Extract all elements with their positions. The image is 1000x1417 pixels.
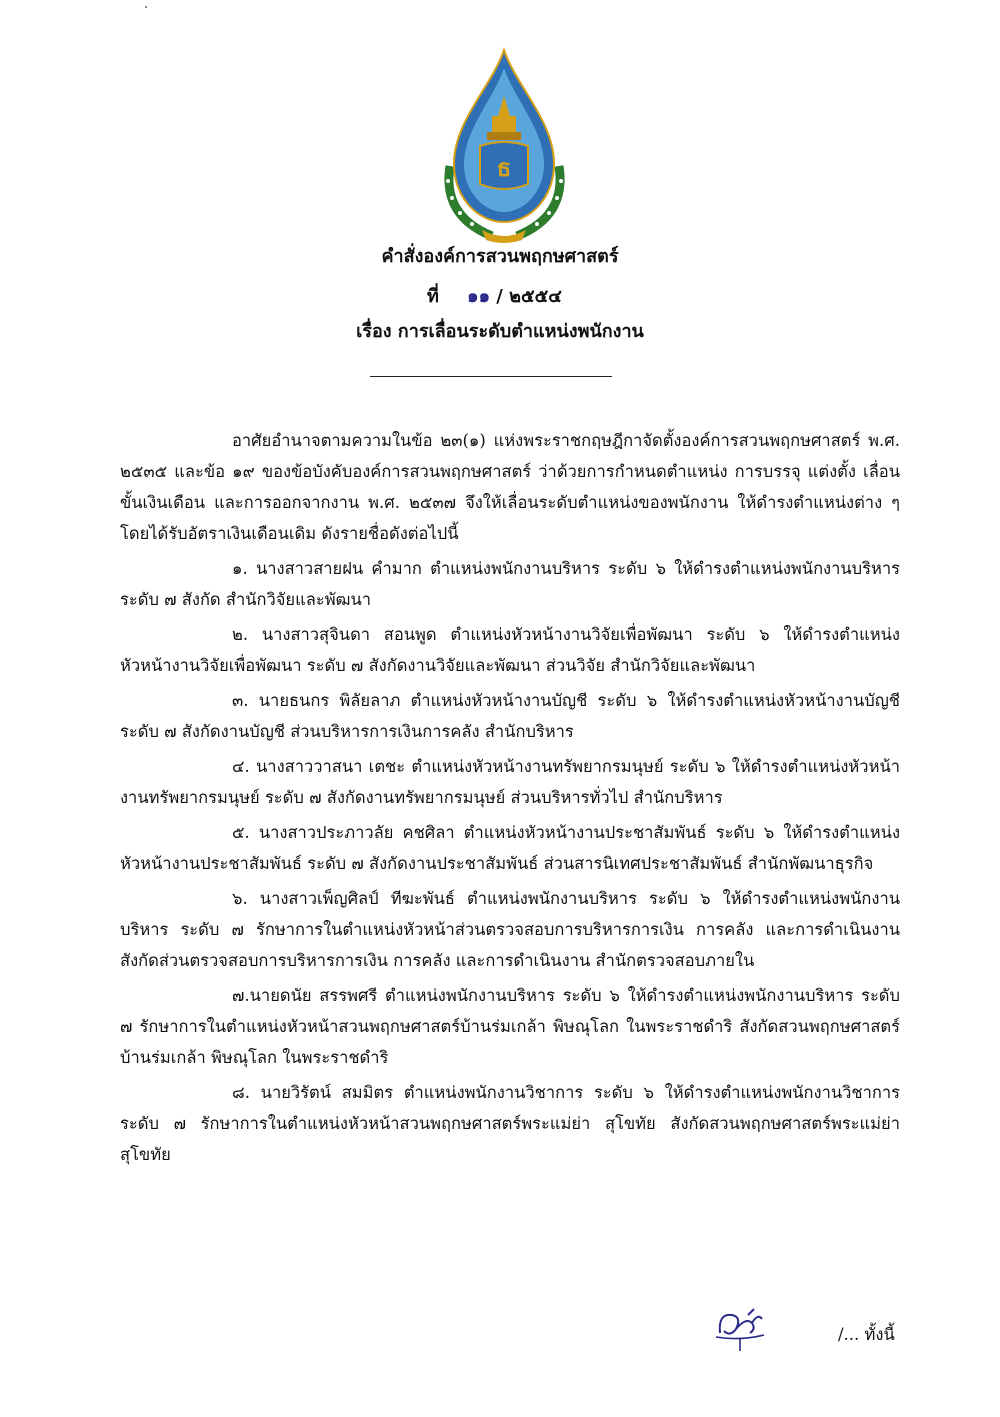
- continuation-marker: /... ทั้งนี้: [838, 1325, 895, 1344]
- order-number-year: / ๒๕๕๔: [496, 286, 562, 307]
- intro-paragraph: อาศัยอำนาจตามความในข้อ ๒๓(๑) แห่งพระราชกฤษฎีกาจัดตั้งองค์การสวนพฤกษศาสตร์ พ.ศ. ๒๕๓๕ และข้อ ๑๙ ของข้อบังคับองค์การสวนพฤกษศาสตร์ ว่าด้วยการกำหนดตำแหน่ง การบรรจุ แต่งตั้ง เลื่อนขั้นเงินเดือน และการออกจากงาน พ.ศ. ๒๕๓๗ จึงให้เลื่อนระดับตำแหน่งของพนักงาน ให้ดำรงตำแหน่งต่าง ๆ โดยได้รับอัตราเงินเดือนเดิม ดังรายชื่อดังต่อไปนี้: [120, 431, 900, 543]
- list-item: ๒. นางสาวสุจินดา สอนพูด ตำแหน่งหัวหน้างานวิจัยเพื่อพัฒนา ระดับ ๖ ให้ดำรงตำแหน่งหัวหน้างานวิจัยเพื่อพัฒนา ระดับ ๗ สังกัดงานวิจัยและพัฒนา ส่วนวิจัย สำนักวิจัยและพัฒนา: [120, 625, 900, 675]
- list-item: ๑. นางสาวสายฝน คำมาก ตำแหน่งพนักงานบริหาร ระดับ ๖ ให้ดำรงตำแหน่งพนักงานบริหาร ระดับ ๗ สังกัด สำนักวิจัยและพัฒนา: [120, 559, 900, 609]
- document-title: คำสั่งองค์การสวนพฤกษศาสตร์: [381, 246, 619, 267]
- list-item: ๕. นางสาวประภาวลัย คชศิลา ตำแหน่งหัวหน้างานประชาสัมพันธ์ ระดับ ๖ ให้ดำรงตำแหน่งหัวหน้างานประชาสัมพันธ์ ระดับ ๗ สังกัดงานประชาสัมพันธ์ ส่วนสารนิเทศประชาสัมพันธ์ สำนักพัฒนาธุรกิจ: [120, 823, 900, 873]
- list-item: ๖. นางสาวเพ็ญศิลป์ ทีฆะพันธ์ ตำแหน่งพนักงานบริหาร ระดับ ๖ ให้ดำรงตำแหน่งพนักงานบริหาร ระดับ ๗ รักษาการในตำแหน่งหัวหน้าส่วนตรวจสอบการบริหารการเงิน การคลัง และการดำเนินงาน สังกัดส่วนตรวจสอบการบริหารการเงิน การคลัง และการดำเนินงาน สำนักตรวจสอบภายใน: [120, 889, 900, 970]
- list-item: ๘. นายวิรัตน์ สมมิตร ตำแหน่งพนักงานวิชาการ ระดับ ๖ ให้ดำรงตำแหน่งพนักงานวิชาการ ระดับ ๗ รักษาการในตำแหน่งหัวหน้าสวนพฤกษศาสตร์พระแม่ย่า สุโขทัย สังกัดสวนพฤกษศาสตร์พระแม่ย่า สุโขทัย: [120, 1083, 900, 1164]
- list-item: ๔. นางสาววาสนา เตชะ ตำแหน่งหัวหน้างานทรัพยากรมนุษย์ ระดับ ๖ ให้ดำรงตำแหน่งหัวหน้างานทรัพยากรมนุษย์ ระดับ ๗ สังกัดงานทรัพยากรมนุษย์ ส่วนบริหารทั่วไป สำนักบริหาร: [120, 757, 900, 807]
- order-number-line: [427, 285, 562, 309]
- document-subject: เรื่อง การเลื่อนระดับตำแหน่งพนักงาน: [356, 321, 644, 342]
- handwritten-initials-icon: [712, 1303, 767, 1353]
- list-item: ๓. นายธนกร พิลัยลาภ ตำแหน่งหัวหน้างานบัญชี ระดับ ๖ ให้ดำรงตำแหน่งหัวหน้างานบัญชี ระดับ ๗ สังกัดงานบัญชี ส่วนบริหารการเงินการคลัง สำนักบริหาร: [120, 691, 900, 741]
- svg-text:ธ: ธ: [496, 153, 512, 182]
- organization-emblem-icon: [432, 46, 577, 246]
- document-body: [120, 425, 900, 1170]
- title-divider: [370, 376, 612, 377]
- order-number-label: ที่: [427, 286, 439, 307]
- scan-speck: [145, 6, 147, 8]
- order-number-value: ๑๑: [467, 286, 491, 307]
- list-item: ๗.นายดนัย สรรพศรี ตำแหน่งพนักงานบริหาร ระดับ ๖ ให้ดำรงตำแหน่งพนักงานบริหาร ระดับ ๗ รักษาการในตำแหน่งหัวหน้าสวนพฤกษศาสตร์บ้านร่มเกล้า พิษณุโลก ในพระราชดำริ สังกัดสวนพฤกษศาสตร์บ้านร่มเกล้า พิษณุโลก ในพระราชดำริ: [120, 986, 900, 1067]
